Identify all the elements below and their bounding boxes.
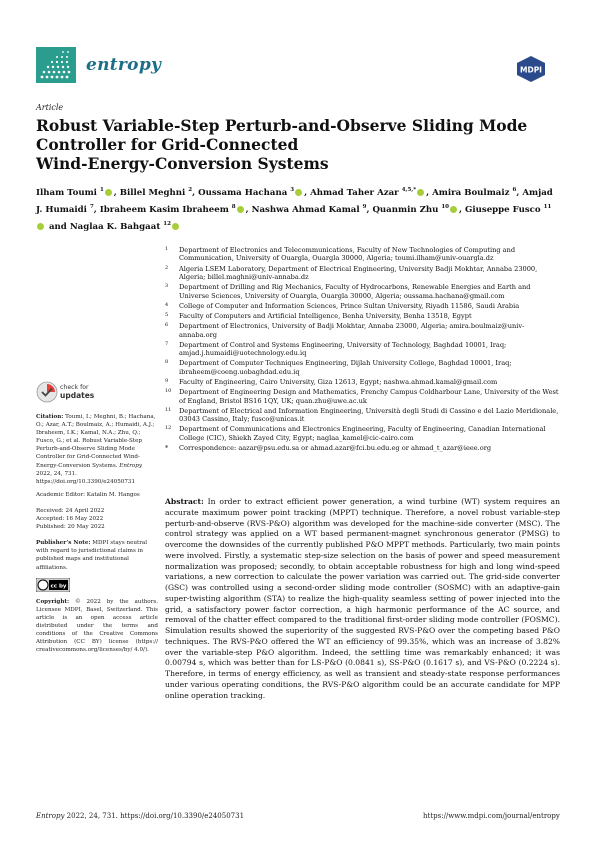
author-name: Quanmin Zhu xyxy=(372,204,439,215)
footer-journal-url[interactable]: https://www.mdpi.com/journal/entropy xyxy=(423,812,560,820)
sidebar-info xyxy=(36,413,158,659)
author-list: Ilham Toumi $^1$ , Billel Meghni $^2$, Oussama Hachana $^3$ , Ahmad Taher Azar $^{4,5,*}$ , Amira Boulmaiz $^6$, Amjad J. Humaidi $^7$, Ibraheem Kasim Ibraheem $^8$ , Nashwa Ahmad Kamal $^9$, Quanmin Zhu $^{10}$ , Giuseppe Fusco $^{11}$ and Naglaa K. Bahgaat $^{12}$ xyxy=(36,187,553,232)
author-name: Naglaa K. Bahgaat xyxy=(69,221,161,232)
title-line: Robust Variable-Step Perturb-and-Observe Sliding Mode xyxy=(36,116,528,135)
author-name: Giuseppe Fusco xyxy=(465,204,541,215)
affiliation-item: 5 Faculty of Computers and Artificial Intelligence, Benha University, Benha 13518, Egypt xyxy=(165,312,472,321)
publisher-logo-text: MDPI xyxy=(520,65,542,75)
affiliation-item: 2 Algeria LSEM Laboratory, Department of Electrical Engineering, University Badji Mokhtar, Annaba 23000, Algeria; billel.maghni@univ-annaba.dz xyxy=(165,264,538,282)
author-name: Nashwa Ahmad Kamal xyxy=(251,204,360,215)
mdpi-logo-icon xyxy=(516,56,546,82)
abstract xyxy=(165,497,560,701)
author-name: Amjad J. Humaidi xyxy=(36,187,553,215)
citation-block: Citation: Toumi, I.; Meghni, B.; Hachana, O.; Azar, A.T.; Boulmaiz, A.; Humaidi, A.J.; Ibraheem, I.K.; Kamal, N.A.; Zhu, Q.; Fusco, G.; et al. Robust Variable-Step Perturb-and-Observe Sliding Mode Controller for Grid-Connected Wind-Energy-Conversion Systems. Entropy 2022, 24, 731. https://doi.org/10.3390/e24050731 xyxy=(36,414,156,485)
affiliation-list xyxy=(165,246,560,454)
academic-editor: Academic Editor: Katalin M. Hangos xyxy=(36,491,140,498)
cc-license-text: cc by xyxy=(50,583,67,590)
abstract-text: In order to extract efficient power generation, a wind turbine (WT) system requires an accurate maximum power point tracking (MPPT) technique. Therefore, a novel robust variable-step perturb-and-observe (RVS-P&O) algorithm was developed for the machine-side converter (MSC). The control strategy was applied on a WT based permanent-magnet synchronous generator (PMSG) to overcome the downsides of the currently published P&O MPPT methods. Particularly, two main points were involved. Firstly, a systematic step-size selection on the basis of power and speed measurement normalization was proposed; secondly, to obtain acceptable robustness for high and long wind-speed variations, a new correction to calculate the power variation was carried out. The grid-side converter (GSC) was controlled using a second-order sliding mode controller (SOSMC) with an adaptive-gain super-twisting algorithm (STA) to realize the high-quality seamless setting of power injected into the grid, a satisfactory power factor correction, a high harmonic performance of the AC source, and removal of the chatter effect compared to the traditional first-order sliding mode controller (FOSMC). Simulation results showed the superiority of the suggested RVS-P&O over the competing based P&O techniques. The RVS-P&O offered the WT an efficiency of 99.35%, which was an increase of 3.82% over the variable-step P&O algorithm. Indeed, the settling time was remarkably enhanced; it was 0.00794 s, which was better than for LS-P&O (0.0841 s), SS-P&O (0.1617 s), and VS-P&O (0.2224 s). Therefore, in terms of energy efficiency, as well as transient and steady-state response performances under various operating conditions, the RVS-P&O algorithm could be an accurate candidate for MPP online operation tracking. xyxy=(165,497,560,700)
affiliation-item: 4 College of Computer and Information Sciences, Prince Sultan University, Riyadh 11586, Saudi Arabia xyxy=(165,301,520,310)
affiliation-item: 8 Department of Computer Techniques Engineering, Dijlah University College, Baghdad 10001, Iraq; ibraheem@coeng.uobaghdad.edu.iq xyxy=(165,359,512,376)
badge-line: updates xyxy=(60,390,95,400)
footer-citation: Entropy 2022, 24, 731. https://doi.org/10.3390/e24050731 xyxy=(36,812,245,820)
correspondence: * Correspondence: aazar@psu.edu.sa or ahmad.azar@fci.bu.edu.eg or ahmad_t_azar@ieee.org xyxy=(165,444,492,453)
affiliation-item: 3 Department of Drilling and Rig Mechanics, Faculty of Hydrocarbons, Renewable Energies and Earth and Universe Sciences, University of Ouargla, Ouargla 30000, Algeria; oussama.hachana@gmail.com xyxy=(165,283,531,300)
author-name: Ibraheem Kasim Ibraheem xyxy=(99,204,229,215)
affiliation-item: 7 Department of Control and Systems Engineering, University of Technology, Baghdad 10001, Iraq; amjad.j.humaidi@uotechnology.edu.iq xyxy=(165,340,507,358)
dates: Received: 24 April 2022 Accepted: 16 May 2022 Published: 20 May 2022 xyxy=(36,507,105,531)
author-name: Oussama Hachana xyxy=(198,187,288,198)
orcid-icon[interactable] xyxy=(105,189,112,196)
author-name: Amira Boulmaiz xyxy=(432,187,510,198)
citation-doi-link[interactable]: https://doi.org/10.3390/e24050731 xyxy=(36,478,136,485)
author-name: Billel Meghni xyxy=(119,187,186,198)
affiliation-item: 1 Department of Electronics and Telecommunications, Faculty of New Technologies of Computing and Communication, University of Ouargla, Ouargla 30000, Algeria; toumi.ilham@univ-ouargla.dz xyxy=(165,246,516,263)
publisher-note: Publisher’s Note: MDPI stays neutral with regard to jurisdictional claims in published maps and institutional affiliations. xyxy=(36,540,148,571)
orcid-icon[interactable] xyxy=(172,223,179,230)
creative-commons-icon[interactable] xyxy=(36,578,70,592)
affiliation-item: 10 Department of Engineering Design and Mathematics, Frenchy Campus Coldharbour Lane, University of the West of England, Bristol BS16 1QY, UK; quan.zhu@uwe.ac.uk xyxy=(165,388,559,405)
affiliation-item: 11 Department of Electrical and Information Engineering, Università degli Studi di Cassino e del Lazio Meridionale, 03043 Cassino, Italy; fusco@unicas.it xyxy=(165,406,559,424)
title-line: Controller for Grid-Connected xyxy=(36,135,299,154)
orcid-icon[interactable] xyxy=(417,189,424,196)
copyright: Copyright: © 2022 by the authors. Licensee MDPI, Basel, Switzerland. This article is an open access article distributed under the terms and conditions of the Creative Commons Attribution (CC BY) license (https:// creativecommons.org/licenses/by/ 4.0/). xyxy=(36,598,158,654)
author-name: Ilham Toumi xyxy=(36,187,97,198)
affiliation-item: 9 Faculty of Engineering, Cairo University, Giza 12613, Egypt; nashwa.ahmad.kamal@gmail.com xyxy=(165,378,498,387)
badge-line: check for xyxy=(60,384,89,391)
title-line: Wind-Energy-Conversion Systems xyxy=(36,154,329,173)
article-type: Article xyxy=(36,103,64,112)
orcid-icon[interactable] xyxy=(295,189,302,196)
abstract-label: Abstract: xyxy=(165,497,204,506)
check-updates-icon xyxy=(36,381,58,403)
orcid-icon[interactable] xyxy=(237,206,244,213)
article-title xyxy=(36,116,536,173)
orcid-icon[interactable] xyxy=(37,223,44,230)
orcid-icon[interactable] xyxy=(450,206,457,213)
author-name: Ahmad Taher Azar xyxy=(310,187,399,198)
affiliation-item: 6 Department of Electronics, University of Badji Mokhtar, Annaba 23000, Algeria; amira.boulmaiz@univ-annaba.org xyxy=(165,322,525,339)
check-for-updates-button[interactable] xyxy=(36,380,96,408)
affiliation-item: 12 Department of Communications and Electronics Engineering, Faculty of Engineering, Canadian International College (CIC), Shiekh Zayed City, Egypt; naglaa_kamel@cic-cairo.com xyxy=(165,425,546,442)
journal-name: entropy xyxy=(86,55,162,75)
journal-logo-icon xyxy=(36,47,76,83)
